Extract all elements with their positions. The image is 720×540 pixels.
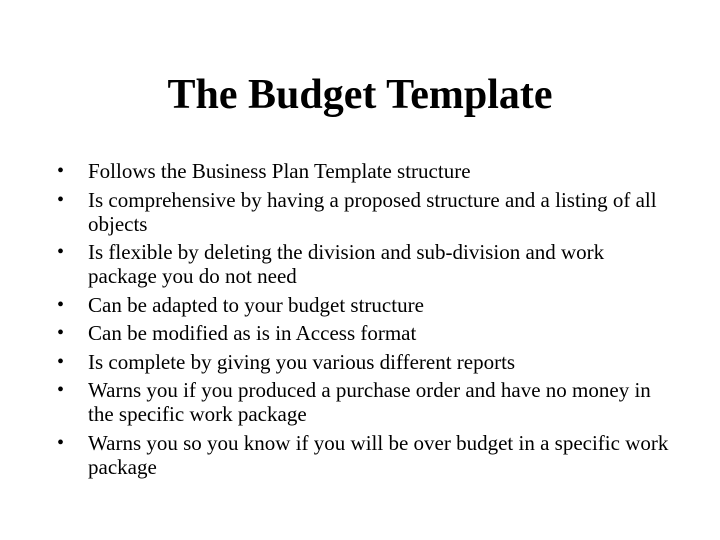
bullet-text: Warns you so you know if you will be over budget in a specific work package [88, 430, 669, 479]
bullet-icon: • [57, 431, 65, 454]
bullet-item [56, 240, 676, 288]
bullet-item [56, 159, 676, 183]
bullet-text: Is complete by giving you various different reports [88, 349, 516, 374]
bullet-text: Can be adapted to your budget structure [88, 292, 424, 317]
slide-title: The Budget Template [167, 72, 553, 118]
bullet-text: Warns you if you produced a purchase order and have no money in the specific work package [88, 378, 651, 426]
bullet-item [56, 350, 676, 374]
bullet-item [56, 321, 676, 345]
bullet-icon: • [57, 379, 65, 401]
bullet-text: Can be modified as is in Access format [88, 321, 417, 345]
bullet-item [56, 378, 676, 426]
bullet-text: Follows the Business Plan Template structure [88, 159, 471, 183]
bullet-icon: • [57, 350, 65, 373]
bullet-icon: • [57, 293, 65, 316]
bullet-icon: • [57, 241, 65, 263]
bullet-icon: • [57, 160, 65, 182]
bullet-icon: • [57, 322, 65, 344]
bullet-item [56, 293, 676, 317]
bullet-icon: • [57, 188, 65, 211]
bullet-text: Is flexible by deleting the division and sub-division and work package you do not need [88, 240, 605, 288]
bullet-item [56, 188, 676, 236]
bullet-list [56, 159, 676, 483]
bullet-text: Is comprehensive by having a proposed structure and a listing of all objects [88, 187, 657, 236]
bullet-item [56, 431, 676, 479]
